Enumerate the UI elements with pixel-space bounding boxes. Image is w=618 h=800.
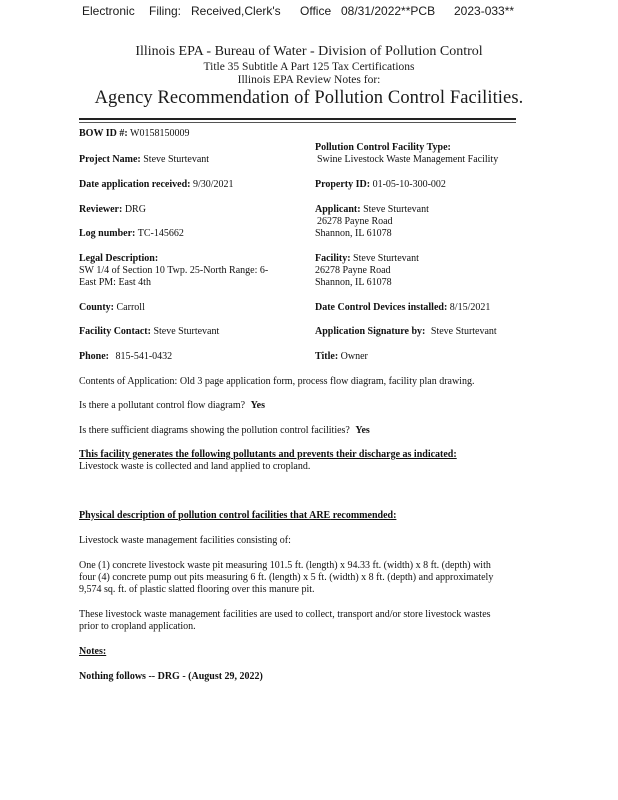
title-value: Owner <box>340 351 368 362</box>
facility-description <box>79 560 493 596</box>
facility-purpose-line2: prior to cropland application. <box>79 621 196 632</box>
facility-description-line1: One (1) concrete livestock waste pit measuring 101.5 ft. (length) x 94.33 ft. (width) x 8 ft. (depth) with <box>79 560 491 571</box>
phone-field <box>79 351 172 363</box>
facility-contact-field <box>79 326 219 338</box>
phone-label: Phone: <box>79 351 109 362</box>
log-number-field <box>79 228 184 240</box>
facility-street: 26278 Payne Road <box>315 265 391 276</box>
facilities-consisting-of: Livestock waste management facilities consisting of: <box>79 535 291 546</box>
facility-type-value: Swine Livestock Waste Management Facility <box>317 154 499 165</box>
stamp-office: Office <box>300 4 332 18</box>
legal-description-field <box>79 253 268 289</box>
project-name-value: Steve Sturtevant <box>143 154 210 165</box>
county-field <box>79 302 145 314</box>
closing-note: Nothing follows -- DRG - (August 29, 2022) <box>79 671 263 682</box>
facility-contact-value: Steve Sturtevant <box>153 326 220 337</box>
diagrams-question-text: Is there sufficient diagrams showing the pollution control facilities? <box>79 425 350 436</box>
applicant-city: Shannon, IL 61078 <box>315 228 392 239</box>
project-name-field <box>79 154 209 166</box>
stamp-received: Received,Clerk's <box>191 4 281 18</box>
stamp-filing: Filing: <box>149 4 182 18</box>
facility-field <box>315 253 419 289</box>
facility-name: Steve Sturtevant <box>353 253 419 264</box>
property-id-field <box>315 179 446 191</box>
application-signature-label: Application Signature by: <box>315 326 426 337</box>
applicant-street: 26278 Payne Road <box>317 216 393 227</box>
date-installed-field <box>315 302 490 314</box>
county-value: Carroll <box>116 302 145 313</box>
bow-id-value: W0158150009 <box>130 128 190 139</box>
contents-of-application: Contents of Application: Old 3 page application form, process flow diagram, facility plan drawing. <box>79 376 475 387</box>
facility-purpose <box>79 609 491 633</box>
log-number-label: Log number: <box>79 228 136 239</box>
header-line-title35: Title 35 Subtitle A Part 125 Tax Certifications <box>203 61 415 73</box>
flow-diagram-question-text: Is there a pollutant control flow diagram? <box>79 400 246 411</box>
header-rule <box>79 118 516 120</box>
application-signature-field <box>315 326 497 338</box>
facility-type-label: Pollution Control Facility Type: <box>315 142 451 153</box>
legal-description-label: Legal Description: <box>79 253 159 264</box>
reviewer-value: DRG <box>124 204 146 215</box>
legal-description-line1: SW 1/4 of Section 10 Twp. 25-North Range: 6- <box>79 265 269 276</box>
filing-stamp <box>0 4 618 20</box>
property-id-value: 01-05-10-300-002 <box>372 179 446 190</box>
property-id-label: Property ID: <box>315 179 371 190</box>
stamp-date-pcb: 08/31/2022**PCB <box>341 4 436 18</box>
reviewer-field <box>79 204 146 216</box>
diagrams-question <box>79 425 370 437</box>
applicant-field <box>315 204 429 240</box>
facility-contact-label: Facility Contact: <box>79 326 151 337</box>
reviewer-label: Reviewer: <box>79 204 123 215</box>
bow-id-label: BOW ID #: <box>79 128 128 139</box>
physical-description-heading <box>79 510 396 522</box>
legal-description-line2: East PM: East 4th <box>79 277 151 288</box>
phone-value: 815-541-0432 <box>115 351 173 362</box>
physical-heading-post: recommended: <box>330 510 397 521</box>
pollutants-heading: This facility generates the following pollutants and prevents their discharge as indicated: <box>79 449 457 460</box>
facility-description-line3: 9,574 sq. ft. of plastic slatted flooring over this manure pit. <box>79 584 315 595</box>
diagrams-answer: Yes <box>355 425 370 436</box>
title-label: Title: <box>315 351 339 362</box>
header-rule-thin <box>79 122 516 123</box>
county-label: County: <box>79 302 115 313</box>
date-received-value: 9/30/2021 <box>192 179 234 190</box>
flow-diagram-answer: Yes <box>250 400 266 411</box>
date-installed-label: Date Control Devices installed: <box>315 302 448 313</box>
header-line-agency: Illinois EPA - Bureau of Water - Division of Pollution Control <box>135 44 483 59</box>
applicant-name: Steve Sturtevant <box>363 204 429 215</box>
facility-type-field <box>315 142 498 166</box>
stamp-docket: 2023-033** <box>454 4 515 18</box>
pollutants-text: Livestock waste is collected and land applied to cropland. <box>79 461 311 472</box>
physical-heading-are: ARE <box>309 510 331 521</box>
bow-id-field <box>79 128 190 140</box>
header-line-review-notes: Illinois EPA Review Notes for: <box>237 74 381 86</box>
facility-description-line2: four (4) concrete pump out pits measuring 6 ft. (length) x 5 ft. (width) x 8 ft. (depth) and approximately <box>79 572 494 583</box>
date-received-field <box>79 179 234 191</box>
date-received-label: Date application received: <box>79 179 191 190</box>
flow-diagram-question <box>79 400 265 412</box>
applicant-label: Applicant: <box>315 204 361 215</box>
physical-heading-pre: Physical description of pollution control facilities that <box>79 510 310 521</box>
facility-label: Facility: <box>315 253 351 264</box>
log-number-value: TC-145662 <box>137 228 184 239</box>
project-name-label: Project Name: <box>79 154 141 165</box>
title-field <box>315 351 368 363</box>
stamp-electronic: Electronic <box>82 4 135 18</box>
facility-purpose-line1: These livestock waste management facilities are used to collect, transport and/or store livestock wastes <box>79 609 491 620</box>
notes-heading: Notes: <box>79 646 107 657</box>
facility-city: Shannon, IL 61078 <box>315 277 392 288</box>
application-signature-value: Steve Sturtevant <box>430 326 497 337</box>
date-installed-value: 8/15/2021 <box>449 302 491 313</box>
document-title: Agency Recommendation of Pollution Control Facilities. <box>94 88 524 108</box>
